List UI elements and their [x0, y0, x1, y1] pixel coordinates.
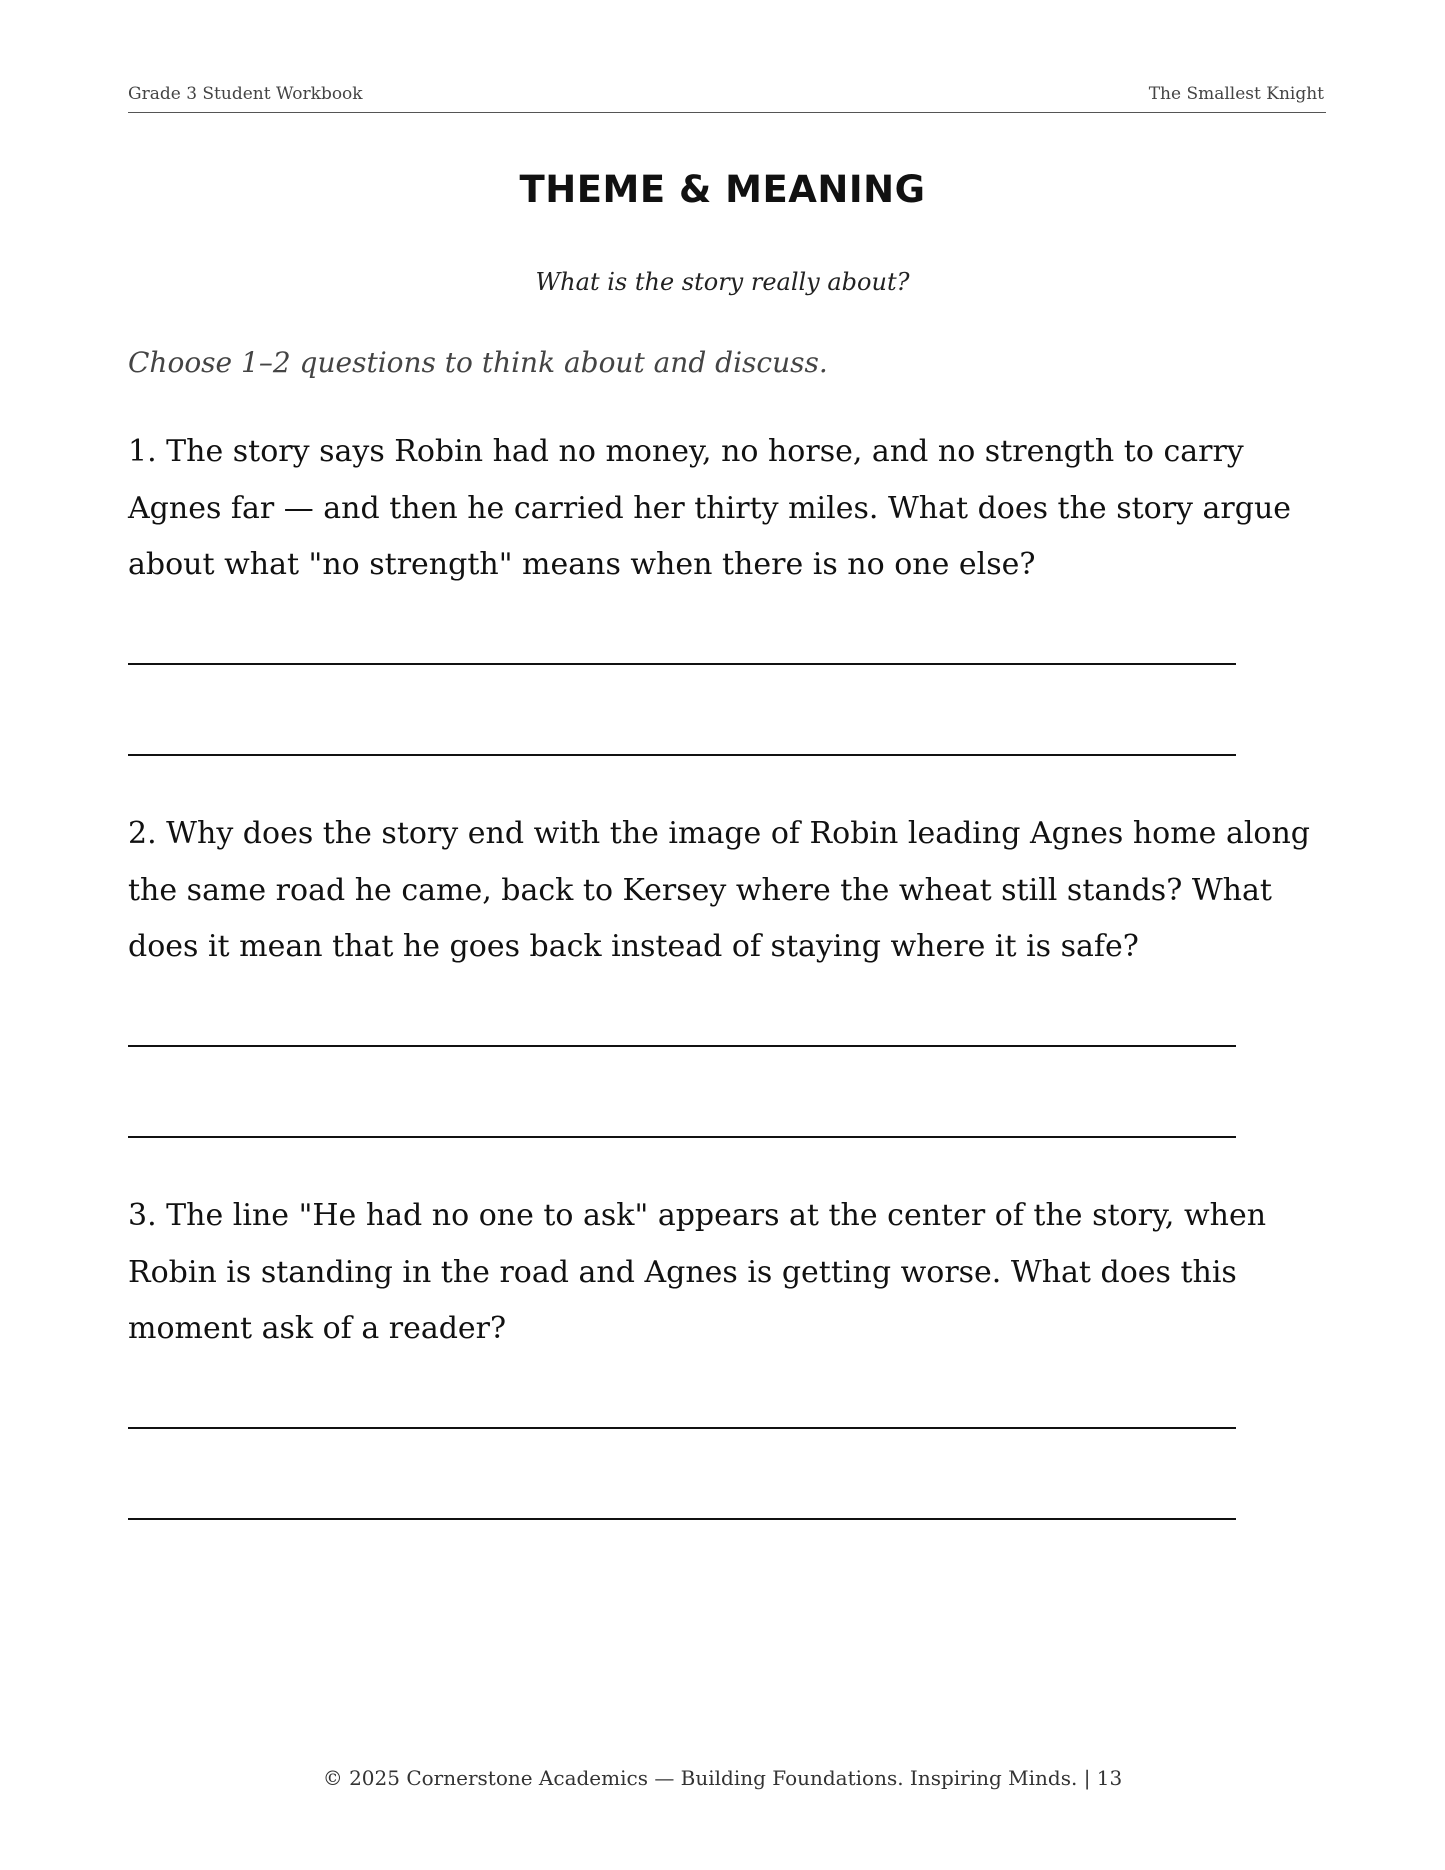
answer-line-q2-2[interactable] [128, 1136, 1236, 1138]
page-subtitle: What is the story really about? [535, 268, 910, 296]
page-header [128, 82, 1326, 113]
page-footer: © 2025 Cornerstone Academics — Building Foundations. Inspiring Minds. | 13 [322, 1766, 1123, 1790]
answer-line-q1-1[interactable] [128, 663, 1236, 665]
answer-line-q1-2[interactable] [128, 754, 1236, 756]
answer-line-q2-1[interactable] [128, 1045, 1236, 1047]
question-2: 2. Why does the story end with the image of Robin leading Agnes home along the same road he came, back to Kersey where the wheat still stands? What does it mean that he goes back instead of staying where it is safe? [128, 816, 1311, 964]
question-3: 3. The line "He had no one to ask" appears at the center of the story, when Robin is standing in the road and Agnes is getting worse. What does this moment ask of a reader? [128, 1198, 1267, 1346]
story-title-label: The Smallest Knight [1148, 84, 1324, 104]
answer-line-q3-2[interactable] [128, 1518, 1236, 1520]
page-title: THEME & MEANING [519, 168, 926, 211]
question-1: 1. The story says Robin had no money, no horse, and no strength to carry Agnes far — and then he carried her thirty miles. What does the story argue about what "no strength" means when there is no one else? [128, 434, 1292, 582]
instruction-text: Choose 1–2 questions to think about and discuss. [128, 346, 828, 379]
answer-line-q3-1[interactable] [128, 1427, 1236, 1429]
workbook-label: Grade 3 Student Workbook [128, 84, 363, 104]
